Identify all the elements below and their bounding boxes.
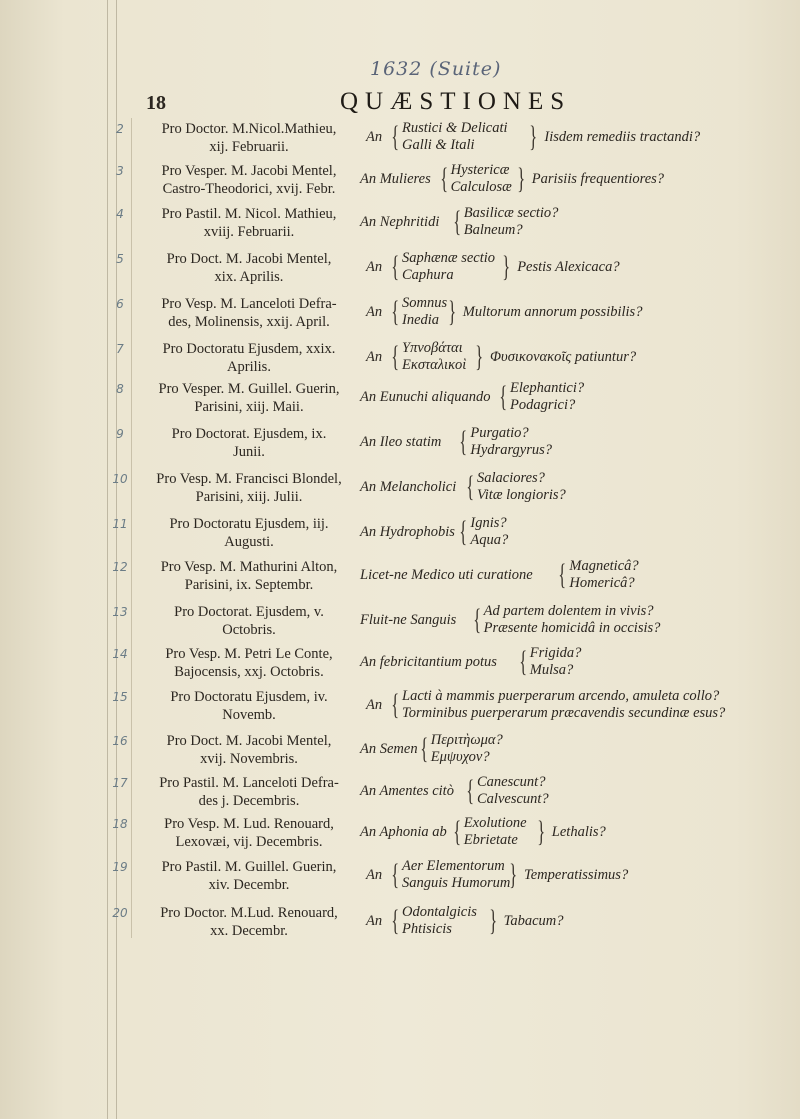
entry-number: 8	[116, 382, 124, 396]
occasion-line-2: Lexovæi, vij. Decembris.	[175, 834, 323, 850]
entry-number: 12	[112, 560, 128, 574]
entry-number: 13	[112, 605, 128, 619]
brace-open: {	[558, 558, 567, 591]
question-prefix: An Melancholici	[360, 479, 457, 495]
question-option-2: Ebrietate	[463, 832, 518, 848]
occasion-line-2: xix. Aprilis.	[214, 269, 284, 285]
occasion-line-1: Pro Vesp. M. Lanceloti Defra-	[161, 296, 337, 312]
occasion-line-1: Pro Doctoratu Ejusdem, iij.	[169, 516, 329, 532]
question-prefix: An Amentes citò	[360, 783, 454, 799]
occasion-line-1: Pro Vesp. M. Lud. Renouard,	[164, 816, 334, 832]
question-option-2: Podagrici?	[510, 397, 576, 413]
entry-occasion	[140, 603, 358, 639]
brace-close: }	[517, 162, 525, 195]
entry-occasion	[140, 815, 358, 851]
question-option-2: Calculosæ	[450, 179, 512, 195]
occasion-line-2: xvij. Novembris.	[200, 751, 298, 767]
occasion-line-1: Pro Pastil. M. Nicol. Mathieu,	[161, 206, 337, 222]
entry-number: 18	[112, 817, 128, 831]
occasion-line-1: Pro Vesp. M. Mathurini Alton,	[160, 559, 338, 575]
entry-occasion	[140, 380, 358, 416]
occasion-line-2: Novemb.	[222, 707, 276, 723]
question-option-2: Torminibus puerperarum præcavendis secundinæ esus?	[402, 705, 726, 721]
entry-occasion	[140, 904, 358, 940]
entry-occasion	[140, 250, 358, 286]
question-suffix: Iisdem remediis tractandi?	[544, 129, 701, 145]
question-option-2: Homericâ?	[569, 575, 635, 591]
handwritten-note: 1632 (Suite)	[370, 58, 502, 80]
brace-open: {	[459, 515, 468, 548]
brace-open: {	[519, 645, 527, 678]
question-prefix: An Eunuchi aliquando	[360, 389, 491, 405]
brace-close: }	[529, 120, 538, 153]
occasion-line-1: Pro Doctoratu Ejusdem, iv.	[170, 689, 328, 705]
question-suffix: Φυσικονακοῖς patiuntur?	[490, 349, 637, 365]
occasion-line-1: Pro Doct. M. Jacobi Mentel,	[166, 733, 332, 749]
entry-occasion	[140, 470, 358, 506]
question-option-2: Sanguis Humorum	[402, 875, 511, 891]
entry-number: 2	[116, 122, 124, 136]
question-option-1: Somnus	[402, 295, 448, 311]
brace-close: }	[475, 340, 484, 373]
entry-occasion	[140, 558, 358, 594]
question-prefix: An Mulieres	[360, 171, 431, 187]
question-option-2: Balneum?	[463, 222, 523, 238]
question-option-1: Περιτὴωμα?	[430, 732, 503, 748]
question-suffix: Tabacum?	[503, 913, 564, 929]
entry-occasion	[140, 645, 358, 681]
occasion-line-1: Pro Pastil. M. Lanceloti Defra-	[159, 775, 339, 791]
entry-occasion	[140, 425, 358, 461]
question-option-1: Lacti à mammis puerperarum arcendo, amuleta collo?	[402, 688, 720, 704]
question-suffix: Temperatissimus?	[524, 867, 629, 883]
entry-number: 20	[112, 906, 128, 920]
entry-number: 19	[112, 860, 128, 874]
entry-occasion	[140, 688, 358, 724]
question-prefix: An Aphonia ab	[360, 824, 447, 840]
question-option-2: Inedia	[402, 312, 440, 328]
question-option-1: Salaciores?	[477, 470, 545, 486]
question-suffix: Multorum annorum possibilis?	[462, 304, 643, 320]
occasion-line-1: Pro Doctoratu Ejusdem, xxix.	[162, 341, 336, 357]
question-option-1: Exolutione	[463, 815, 527, 831]
question-option-2: Εκσταλικοὶ	[402, 357, 467, 373]
occasion-line-1: Pro Doctorat. Ejusdem, ix.	[171, 426, 327, 442]
occasion-line-2: xij. Februarii.	[209, 139, 289, 155]
occasion-line-2: xiv. Decembr.	[208, 877, 290, 893]
entry-number: 16	[112, 734, 128, 748]
entry-number: 4	[116, 207, 124, 221]
entry-occasion	[140, 340, 358, 376]
running-title: QUÆSTIONES	[340, 88, 572, 115]
question-option-1: Basilicæ sectio?	[463, 205, 559, 221]
question-option-2: Caphura	[402, 267, 454, 283]
brace-open: {	[499, 380, 508, 413]
brace-open: {	[420, 732, 428, 765]
brace-open: {	[391, 250, 400, 283]
question-option-1: Magneticâ?	[569, 558, 639, 574]
occasion-line-2: Junii.	[233, 444, 265, 460]
entry-number: 10	[112, 472, 128, 486]
question-an: An	[366, 349, 383, 365]
question-suffix: Pestis Alexicaca?	[517, 259, 620, 275]
occasion-line-1: Pro Doctor. M.Nicol.Mathieu,	[161, 121, 337, 137]
question-prefix: Licet-ne Medico uti curatione	[360, 567, 533, 583]
brace-open: {	[391, 295, 400, 328]
entry-occasion	[140, 295, 358, 331]
question-an: An	[366, 697, 383, 713]
entry-occasion	[140, 774, 358, 810]
occasion-line-2: Aprilis.	[227, 359, 271, 375]
occasion-line-1: Pro Doctorat. Ejusdem, v.	[174, 604, 324, 620]
occasion-line-2: des j. Decembris.	[198, 793, 300, 809]
question-option-1: Elephantici?	[510, 380, 585, 396]
entry-occasion	[140, 120, 358, 156]
entry-number: 14	[112, 647, 128, 661]
brace-open: {	[459, 425, 468, 458]
entry-occasion	[140, 858, 358, 894]
occasion-line-1: Pro Vesper. M. Guillel. Guerin,	[158, 381, 340, 397]
entry-number: 11	[112, 517, 128, 531]
brace-close: }	[502, 250, 511, 283]
occasion-line-2: Augusti.	[224, 534, 274, 550]
brace-open: {	[453, 205, 461, 238]
question-option-1: Purgatio?	[470, 425, 529, 441]
question-option-1: Hystericæ	[450, 162, 510, 178]
question-option-1: Ignis?	[470, 515, 507, 531]
brace-open: {	[391, 688, 400, 721]
entry-occasion	[140, 732, 358, 768]
brace-open: {	[466, 470, 475, 503]
question-option-1: Ad partem dolentem in vivis?	[483, 603, 654, 619]
question-option-1: Aer Elementorum	[402, 858, 505, 874]
question-option-1: Odontalgicis	[402, 904, 477, 920]
occasion-line-2: Parisini, xiij. Maii.	[194, 399, 304, 415]
question-option-2: Εμψυχον?	[430, 749, 490, 765]
question-option-1: Saphænæ sectio	[402, 250, 496, 266]
question-option-2: Vitæ longioris?	[477, 487, 566, 503]
page-number: 18	[146, 92, 166, 114]
question-option-2: Calvescunt?	[477, 791, 549, 807]
occasion-line-2: des, Molinensis, xxij. April.	[168, 314, 330, 330]
brace-close: }	[448, 295, 456, 328]
question-option-1: Rustici & Delicati	[402, 120, 508, 136]
occasion-line-2: xx. Decembr.	[210, 923, 288, 939]
entry-number: 15	[112, 690, 128, 704]
occasion-line-2: Bajocensis, xxj. Octobris.	[174, 664, 324, 680]
entry-number: 17	[112, 776, 128, 790]
occasion-line-1: Pro Doctor. M.Lud. Renouard,	[160, 905, 338, 921]
brace-close: }	[509, 858, 518, 891]
entry-number: 7	[116, 342, 124, 356]
question-option-2: Hydrargyrus?	[470, 442, 553, 458]
question-option-2: Præsente homicidâ in occisis?	[483, 620, 661, 636]
brace-open: {	[391, 858, 400, 891]
question-prefix: An Semen	[360, 741, 418, 757]
question-prefix: An Nephritidi	[360, 214, 440, 230]
question-an: An	[366, 304, 383, 320]
question-suffix: Parisiis frequentiores?	[531, 171, 665, 187]
occasion-line-1: Pro Vesp. M. Petri Le Conte,	[165, 646, 333, 662]
entry-occasion	[140, 162, 358, 198]
brace-open: {	[391, 340, 400, 373]
occasion-line-1: Pro Pastil. M. Guillel. Guerin,	[161, 859, 337, 875]
question-option-2: Galli & Itali	[402, 137, 475, 153]
occasion-line-2: xviij. Februarii.	[203, 224, 295, 240]
occasion-line-2: Parisini, xiij. Julii.	[195, 489, 303, 505]
entry-number: 5	[116, 252, 124, 266]
question-option-2: Aqua?	[470, 532, 509, 548]
question-prefix: An febricitantium potus	[360, 654, 497, 670]
question-prefix: An Ileo statim	[360, 434, 442, 450]
question-an: An	[366, 867, 383, 883]
question-prefix: An Hydrophobis	[360, 524, 455, 540]
brace-open: {	[453, 815, 461, 848]
occasion-line-2: Octobris.	[222, 622, 276, 638]
occasion-line-1: Pro Vesp. M. Francisci Blondel,	[156, 471, 342, 487]
brace-open: {	[391, 120, 400, 153]
occasion-line-2: Parisini, ix. Septembr.	[184, 577, 314, 593]
occasion-line-2: Castro-Theodorici, xvij. Febr.	[162, 181, 336, 197]
brace-close: }	[537, 815, 545, 848]
brace-close: }	[488, 904, 497, 937]
question-suffix: Lethalis?	[551, 824, 606, 840]
brace-open: {	[391, 904, 400, 937]
occasion-line-1: Pro Vesper. M. Jacobi Mentel,	[161, 163, 337, 179]
question-option-1: Frigida?	[529, 645, 582, 661]
entry-number: 9	[116, 427, 124, 441]
question-an: An	[366, 913, 383, 929]
entry-occasion	[140, 205, 358, 241]
question-an: An	[366, 129, 383, 145]
occasion-line-1: Pro Doct. M. Jacobi Mentel,	[166, 251, 332, 267]
entry-number: 3	[116, 164, 124, 178]
question-option-1: Canescunt?	[477, 774, 546, 790]
brace-open: {	[466, 774, 475, 807]
question-prefix: Fluit-ne Sanguis	[360, 612, 457, 628]
question-option-2: Phtisicis	[402, 921, 452, 937]
question-an: An	[366, 259, 383, 275]
entry-number: 6	[116, 297, 124, 311]
brace-open: {	[439, 162, 448, 195]
question-option-1: Υπνοβάται	[402, 340, 463, 356]
entry-occasion	[140, 515, 358, 551]
question-option-2: Mulsa?	[529, 662, 574, 678]
brace-open: {	[472, 603, 481, 636]
